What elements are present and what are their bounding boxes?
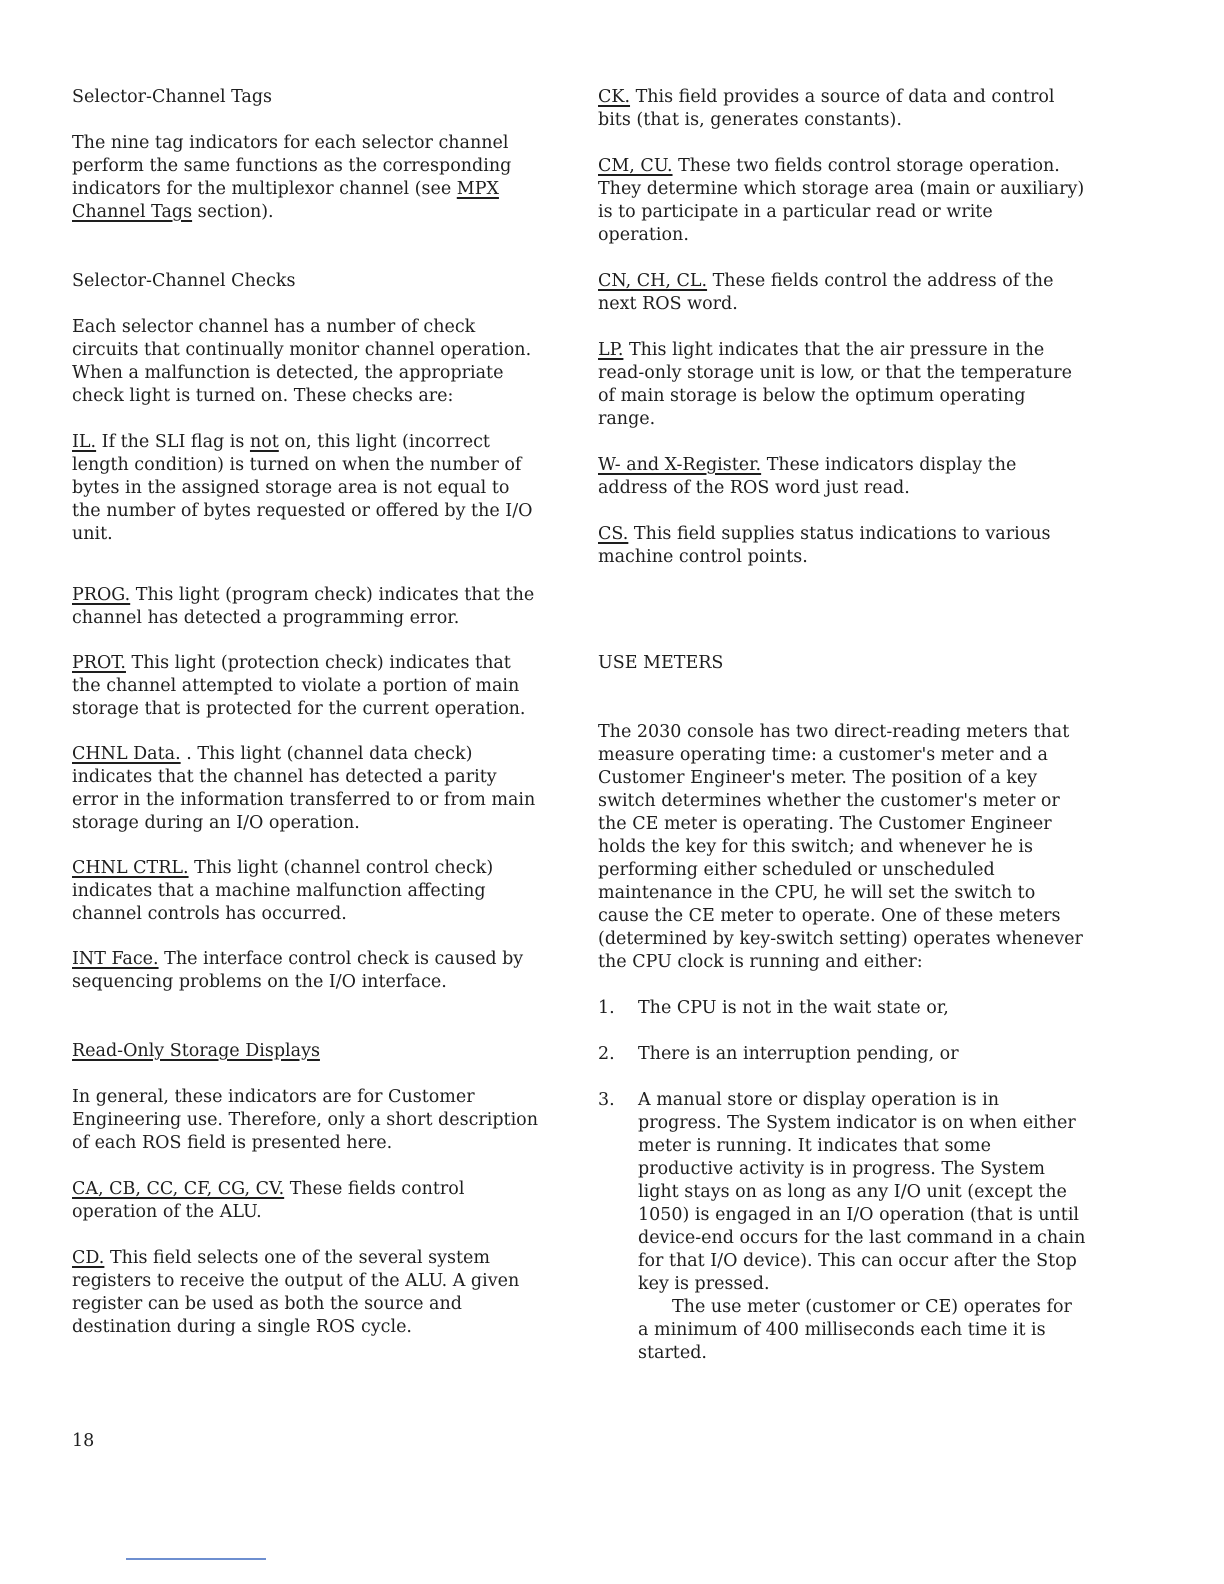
cs-field-paragraph: CS. This field supplies status indications to various machine control points. [598, 524, 1051, 567]
chnl-ctrl-check-paragraph: CHNL CTRL. This light (channel control check) indicates that a machine malfunction affecting channel controls has occurred. [72, 858, 494, 924]
prot-check-paragraph: PROT. This light (protection check) indicates that the channel attempted to violate a portion of main storage that is protected for the current operation. [72, 653, 526, 719]
selector-tags-heading: Selector-Channel Tags [72, 87, 273, 107]
mpx-channel-tags-reference: MPX Channel Tags [72, 179, 499, 222]
prog-check-paragraph: PROG. This light (program check) indicates that the channel has detected a programming error. [72, 585, 535, 628]
list-item: 3. A manual store or display operation is in progress. The System indicator is on when either meter is running. It indicates that some productive activity is in progress. The System light stays on as long as any I/O unit (except the 1050) is engaged in an I/O operation (that is until device-end occurs for the last command in a chain for that I/O device). This can occur after the Stop key is pressed. The use meter (customer or CE) operates for a minimum of 400 milliseconds each time it is started. [598, 1090, 1086, 1363]
ck-field-paragraph: CK. This field provides a source of data and control bits (that is, generates constants). [598, 87, 1055, 130]
right-column [598, 86, 1086, 1365]
ros-displays-intro: In general, these indicators are for Customer Engineering use. Therefore, only a short description of each ROS field is presented here. [72, 1087, 538, 1153]
page-number: 18 [72, 1431, 95, 1451]
footer-rule [126, 1558, 266, 1560]
left-column [72, 86, 542, 1339]
use-meters-heading: USE METERS [598, 653, 724, 673]
w-x-register-paragraph: W- and X-Register. These indicators display the address of the ROS word just read. [598, 455, 1017, 498]
il-check-paragraph: IL. If the SLI flag is not on, this light (incorrect length condition) is turned on when the number of bytes in the assigned storage area is not equal to the number of bytes requested or offered by the I/O unit. [72, 432, 533, 544]
use-meter-closing: The use meter (customer or CE) operates for a minimum of 400 milliseconds each time it is started. [638, 1297, 1072, 1363]
cd-field-paragraph: CD. This field selects one of the several system registers to receive the output of the ALU. A given register can be used as both the source and destination during a single ROS cycle. [72, 1248, 520, 1337]
selector-tags-body: The nine tag indicators for each selector channel perform the same functions as the corresponding indicators for the multiplexor channel (see MPX Channel Tags section). [72, 133, 512, 222]
ca-fields-paragraph: CA, CB, CC, CF, CG, CV. These fields control operation of the ALU. [72, 1179, 465, 1222]
list-item: 2. There is an interruption pending, or [598, 1044, 959, 1064]
not-emphasis: not [249, 432, 279, 452]
list-item: 1. The CPU is not in the wait state or, [598, 998, 949, 1018]
selector-checks-intro: Each selector channel has a number of check circuits that continually monitor channel operation. When a malfunction is detected, the appropriate check light is turned on. These checks are: [72, 317, 532, 406]
int-face-check-paragraph: INT Face. The interface control check is caused by sequencing problems on the I/O interface. [72, 949, 524, 992]
selector-checks-heading: Selector-Channel Checks [72, 271, 296, 291]
chnl-data-check-paragraph: CHNL Data. . This light (channel data check) indicates that the channel has detected a parity error in the information transferred to or from main storage during an I/O operation. [72, 744, 536, 833]
lp-light-paragraph: LP. This light indicates that the air pressure in the read-only storage unit is low, or that the temperature of main storage is below the optimum operating range. [598, 340, 1073, 429]
ros-displays-heading: Read-Only Storage Displays [72, 1041, 320, 1061]
cn-ch-cl-fields-paragraph: CN, CH, CL. These fields control the address of the next ROS word. [598, 271, 1054, 314]
use-meters-intro: The 2030 console has two direct-reading meters that measure operating time: a customer's meter and a Customer Engineer's meter. The position of a key switch determines whether the customer's meter or the CE meter is operating. The Customer Engineer holds the key for this switch; and whenever he is performing either scheduled or unscheduled maintenance in the CPU, he will set the switch to cause the CE meter to operate. One of these meters (determined by key-switch setting) operates whenever the CPU clock is running and either: [598, 722, 1083, 972]
cm-cu-fields-paragraph: CM, CU. These two fields control storage operation. They determine which storage area (main or auxiliary) is to participate in a particular read or write operation. [598, 156, 1085, 245]
